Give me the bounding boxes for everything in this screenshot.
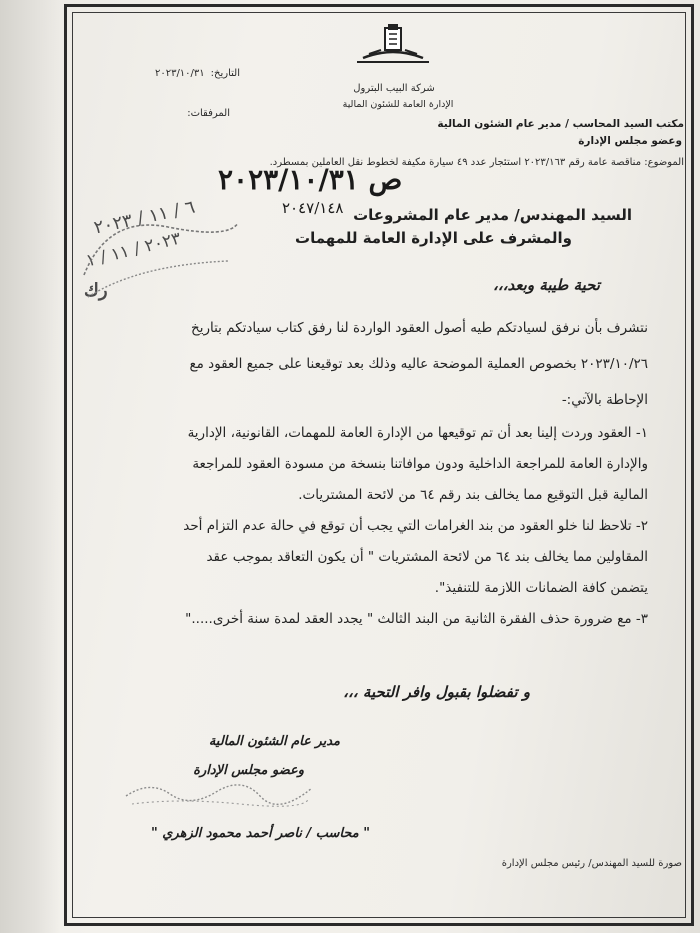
paragraph-1-line-1: نتشرف بأن نرفق لسيادتكم طيه أصول العقود الواردة لنا رفق كتاب سيادتكم بتاريخ xyxy=(190,320,648,336)
sender-office-line1: مكتب السيد المحاسب / مدير عام الشئون المالية xyxy=(437,118,684,130)
company-name: شركة البيب البترول xyxy=(353,83,435,94)
greeting: تحية طيبة وبعد،،، xyxy=(493,276,600,294)
stamp-scribble-icon xyxy=(78,205,248,305)
item-2-line-2: المقاولين مما يخالف بند ٦٤ من لائحة المشتريات " أن يكون التعاقد بموجب عقد xyxy=(206,549,648,565)
page-shadow-edge xyxy=(0,0,60,933)
item-1-line-1: ١- العقود وردت إلينا بعد أن تم توقيعها من الإدارة العامة للمهمات، القانونية، الإدارية xyxy=(187,425,648,441)
stamp-initials: رك xyxy=(84,280,108,301)
signature-title-1: مدير عام الشئون المالية xyxy=(208,734,340,749)
company-department: الإدارة العامة للشئون المالية xyxy=(342,99,454,110)
item-2-line-3: يتضمن كافة الضمانات اللازمة للتنفيذ". xyxy=(434,580,648,596)
stamp-date-1: ٦ / ١١ / ٢٠٢٣ xyxy=(92,196,197,239)
sender-office-line2: وعضو مجلس الإدارة xyxy=(578,135,682,147)
handwritten-ref-number: ٢٠٤٧/١٤٨ xyxy=(282,199,344,217)
company-logo-icon xyxy=(333,20,453,68)
date-label: التاريخ: xyxy=(210,68,240,79)
paragraph-1-line-2: ٢٠٢٣/١٠/٢٦ بخصوص العملية الموضحة عاليه وذلك بعد توقيعنا على جميع العقود مع xyxy=(189,356,648,372)
addressee-line2: والمشرف على الإدارة العامة للمهمات xyxy=(295,229,572,247)
handwritten-date: ص ٢٠٢٣/١٠/٣١ xyxy=(218,163,403,196)
cc-line: صورة للسيد المهندس/ رئيس مجلس الإدارة xyxy=(501,858,682,869)
subject-line: الموضوع: مناقصة عامة رقم ٢٠٢٣/١٦٣ استئجار عدد ٤٩ سيارة مكيفة لخطوط نقل العاملين بمسطرد. xyxy=(269,157,684,168)
signatory-name: " محاسب / ناصر أحمد محمود الزهري " xyxy=(150,826,370,841)
paragraph-1-line-3: الإحاطة بالآتي:- xyxy=(561,392,648,408)
item-2-line-1: ٢- تلاحظ لنا خلو العقود من بند الغرامات التي يجب أن توقع في حالة عدم التزام أحد xyxy=(183,518,648,534)
addressee-line1: السيد المهندس/ مدير عام المشروعات xyxy=(353,206,632,224)
attachments-label: المرفقات: xyxy=(187,108,230,119)
signature-title-2: وعضو مجلس الإدارة xyxy=(193,763,304,778)
date-field xyxy=(155,68,240,79)
item-3-line-1: ٣- مع ضرورة حذف الفقرة الثانية من البند الثالث " يجدد العقد لمدة سنة أخرى....." xyxy=(185,611,648,627)
closing-line: و تفضلوا بقبول وافر التحية ،،، xyxy=(343,683,530,701)
date-value: ٢٠٢٣/١٠/٣١ xyxy=(154,68,205,79)
stamp-date-2: ٢٠٢٣ / ١١ / ١ xyxy=(84,228,183,272)
item-1-line-3: المالية قبل التوقيع مما يخالف بند رقم ٦٤ من لائحة المشتريات. xyxy=(298,487,648,503)
signature-stamp-icon xyxy=(120,774,320,810)
item-1-line-2: والإدارة العامة للمراجعة الداخلية ودون موافاتنا بنسخة من مسودة العقود للمراجعة xyxy=(192,456,648,472)
